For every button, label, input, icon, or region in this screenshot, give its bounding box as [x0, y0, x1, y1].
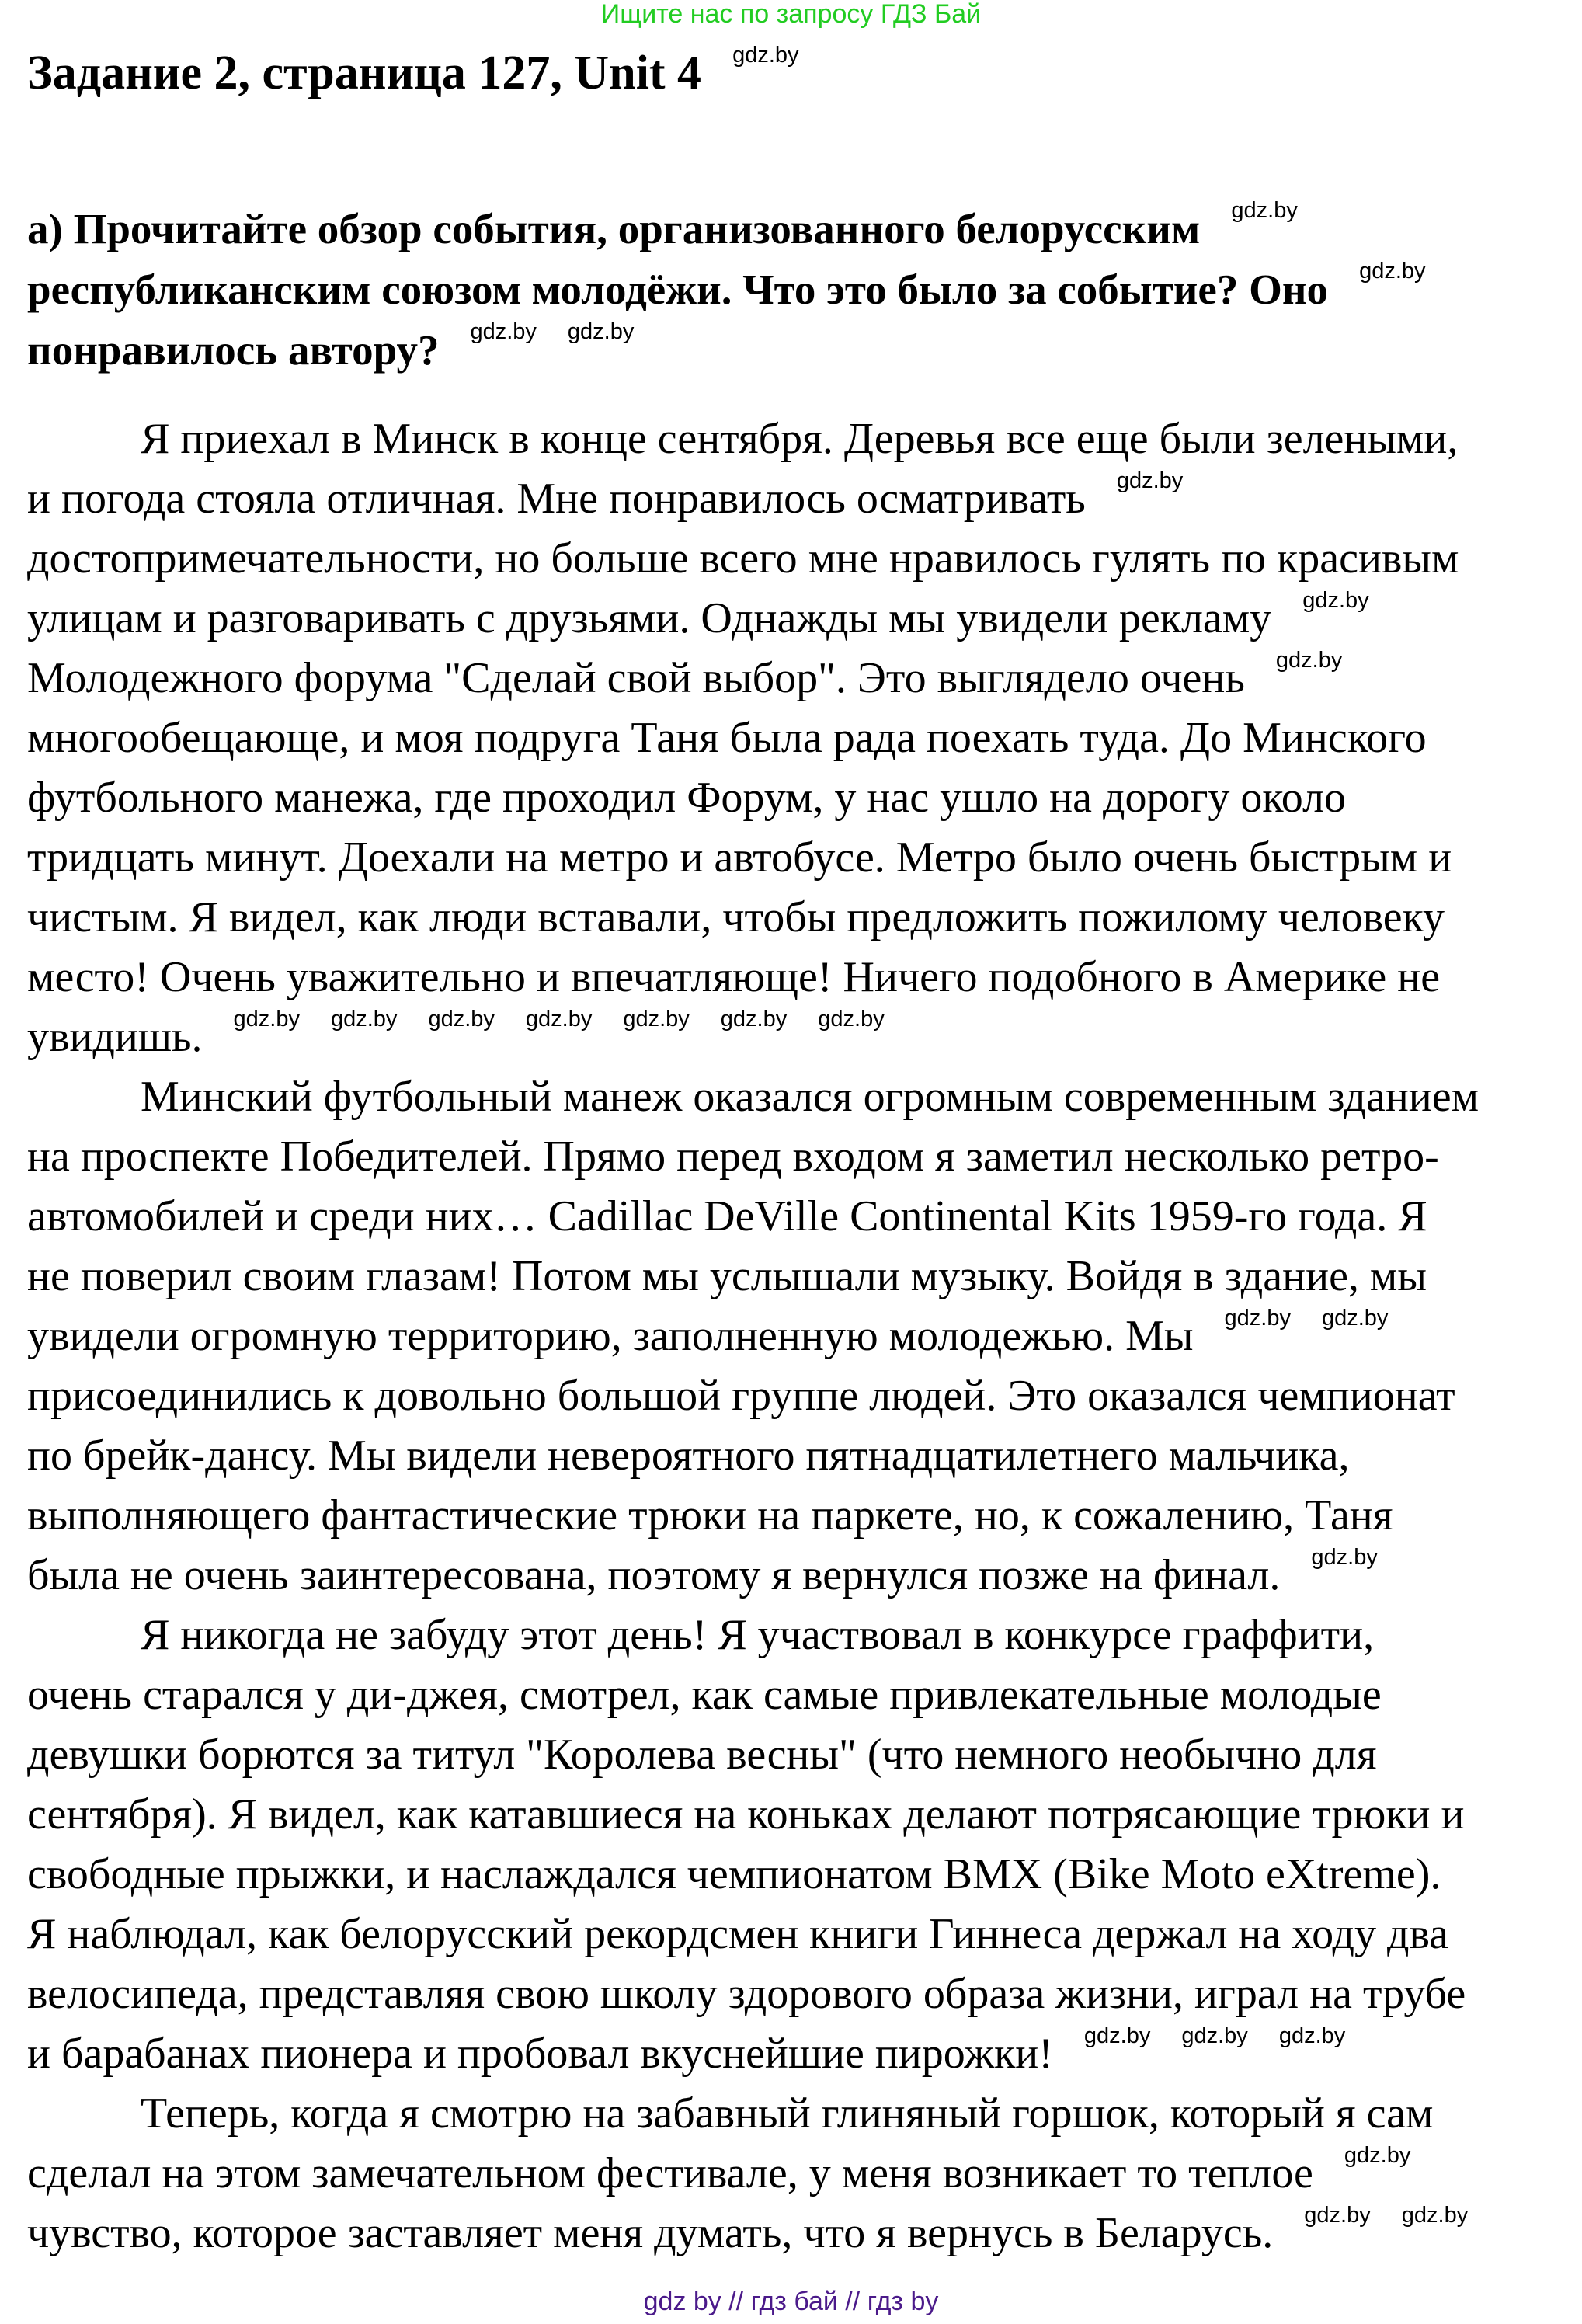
page-title: Задание 2, страница 127, Unit 4 [27, 47, 702, 99]
watermark: gdz.by [1275, 648, 1343, 673]
watermark: gdz.by [567, 319, 635, 344]
question-line: понравилось автору? [27, 326, 440, 374]
paragraph-2-line-row [27, 1067, 1479, 1127]
watermark: gdz.by [1302, 588, 1369, 613]
paragraph-3-line-row [27, 1785, 1479, 1845]
paragraph-1-line: футбольного манежа, где проходил Форум, у нас ушло на дорогу около [27, 774, 1346, 822]
paragraph-2-line-row [27, 1306, 1479, 1366]
watermark: gdz.by [1181, 2023, 1248, 2048]
paragraph-3-line-row [27, 1964, 1479, 2024]
paragraph-1-line: Молодежного форума "Сделай свой выбор". Это выглядело очень [27, 654, 1245, 702]
page-title-row [27, 43, 799, 103]
paragraph-4-line-row [27, 2144, 1479, 2204]
paragraph-1-line-row [27, 529, 1479, 589]
paragraph-1-line-row [27, 888, 1479, 948]
paragraph-1-line: увидишь. [27, 1013, 203, 1061]
watermark: gdz.by [623, 1007, 690, 1032]
paragraph-2-line: Минский футбольный манеж оказался огромным современным зданием [141, 1073, 1479, 1121]
paragraph-3-line-row [27, 2024, 1479, 2084]
paragraph-3-line-row [27, 1905, 1479, 1964]
paragraph-4-line: Теперь, когда я смотрю на забавный глиняный горшок, который я сам [141, 2089, 1434, 2138]
paragraph-1-line-row [27, 469, 1479, 529]
paragraph-2-line-row [27, 1486, 1479, 1546]
paragraph-2-line: была не очень заинтересована, поэтому я вернулся позже на финал. [27, 1551, 1281, 1599]
paragraph-3-line: свободные прыжки, и наслаждался чемпионатом BMX (Bike Moto eXtreme). [27, 1850, 1441, 1898]
question-line-row [27, 259, 1426, 320]
watermark: gdz.by [732, 43, 799, 68]
paragraph-1-line-row [27, 649, 1479, 708]
watermark: gdz.by [1304, 2203, 1371, 2228]
task-question [27, 199, 1426, 381]
paragraph-1-line: многообещающе, и моя подруга Таня была рада поехать туда. До Минского [27, 714, 1427, 762]
paragraph-2-line: на проспекте Победителей. Прямо перед входом я заметил несколько ретро- [27, 1132, 1439, 1181]
paragraph-2-line: не поверил своим глазам! Потом мы услышали музыку. Войдя в здание, мы [27, 1252, 1427, 1300]
paragraph-3-line: велосипеда, представляя свою школу здорового образа жизни, играл на трубе [27, 1970, 1466, 2018]
paragraph-2-line: увидели огромную территорию, заполненную молодежью. Мы [27, 1312, 1194, 1360]
paragraph-3-line: очень старался у ди-джея, смотрел, как самые привлекательные молодые [27, 1671, 1382, 1719]
paragraph-1-line-row [27, 589, 1479, 649]
paragraph-2-line-row [27, 1426, 1479, 1486]
paragraph-2-line: выполняющего фантастические трюки на паркете, но, к сожалению, Таня [27, 1491, 1393, 1539]
watermark: gdz.by [330, 1007, 398, 1032]
watermark: gdz.by [1321, 1306, 1389, 1331]
watermark: gdz.by [1344, 2143, 1411, 2168]
paragraph-2-line-row [27, 1187, 1479, 1247]
paragraph-1-line-row [27, 828, 1479, 888]
paragraph-2-line: автомобилей и среди них… Cadillac DeVille Continental Kits 1959-го года. Я [27, 1192, 1427, 1240]
watermark: gdz.by [818, 1007, 885, 1032]
watermark: gdz.by [1311, 1545, 1378, 1570]
paragraph-4-line: чувство, которое заставляет меня думать, что я вернусь в Беларусь. [27, 2209, 1274, 2257]
watermark: gdz.by [1401, 2203, 1469, 2228]
question-line-row [27, 199, 1426, 259]
top-banner-link[interactable]: Ищите нас по запросу ГДЗ Бай [600, 0, 982, 29]
paragraph-1-line-row [27, 948, 1479, 1007]
paragraph-4-line-row [27, 2204, 1479, 2263]
watermark: gdz.by [470, 319, 537, 344]
paragraph-3-line: сентября). Я видел, как катавшиеся на коньках делают потрясающие трюки и [27, 1790, 1465, 1839]
watermark: gdz.by [1359, 259, 1426, 284]
question-line-row [27, 320, 1426, 381]
paragraph-2-line-row [27, 1366, 1479, 1426]
paragraph-1-line: улицам и разговаривать с друзьями. Однажды мы увидели рекламу [27, 594, 1272, 642]
paragraph-1-line-row [27, 768, 1479, 828]
paragraph-1-line: место! Очень уважительно и впечатляюще! Ничего подобного в Америке не [27, 953, 1441, 1001]
watermark: gdz.by [1224, 1306, 1291, 1331]
watermark: gdz.by [720, 1007, 788, 1032]
paragraph-3-line: девушки борются за титул "Королева весны" (что немного необычно для [27, 1731, 1377, 1779]
paragraph-3-line: Я никогда не забуду этот день! Я участвовал в конкурсе граффити, [141, 1611, 1375, 1659]
paragraph-3-line-row [27, 1725, 1479, 1785]
answer-text [27, 409, 1479, 2263]
paragraph-3-line-row [27, 1665, 1479, 1725]
paragraph-1-line: тридцать минут. Доехали на метро и автобусе. Метро было очень быстрым и [27, 833, 1452, 882]
paragraph-1-line-row [27, 708, 1479, 768]
paragraph-2-line-row [27, 1127, 1479, 1187]
question-line: республиканским союзом молодёжи. Что это было за событие? Оно [27, 266, 1329, 313]
bottom-banner-link[interactable]: gdz by // гдз бай // гдз by [643, 2287, 939, 2316]
paragraph-1-line: и погода стояла отличная. Мне понравилось осматривать [27, 475, 1086, 523]
paragraph-1-line: Я приехал в Минск в конце сентября. Деревья все еще были зелеными, [141, 415, 1459, 463]
watermark: gdz.by [525, 1007, 593, 1032]
watermark: gdz.by [1278, 2023, 1346, 2048]
paragraph-3-line: Я наблюдал, как белорусский рекордсмен книги Гиннеса держал на ходу два [27, 1910, 1449, 1958]
paragraph-4-line: сделал на этом замечательном фестивале, у меня возникает то теплое [27, 2149, 1313, 2197]
paragraph-1-line: чистым. Я видел, как люди вставали, чтобы предложить пожилому человеку [27, 893, 1445, 941]
watermark: gdz.by [1116, 468, 1184, 493]
paragraph-2-line: по брейк-дансу. Мы видели невероятного пятнадцатилетнего мальчика, [27, 1432, 1350, 1480]
paragraph-1-line: достопримечательности, но больше всего мне нравилось гулять по красивым [27, 534, 1459, 583]
paragraph-3-line-row [27, 1845, 1479, 1905]
paragraph-1-line-row [27, 1007, 1479, 1067]
watermark: gdz.by [1231, 198, 1298, 223]
question-line: а) Прочитайте обзор события, организованного белорусским [27, 205, 1201, 252]
paragraph-4-line-row [27, 2084, 1479, 2144]
watermark: gdz.by [233, 1007, 300, 1032]
paragraph-2-line: присоединились к довольно большой группе людей. Это оказался чемпионат [27, 1372, 1455, 1420]
watermark: gdz.by [1083, 2023, 1151, 2048]
paragraph-3-line-row [27, 1606, 1479, 1665]
paragraph-3-line: и барабанах пионера и пробовал вкуснейшие пирожки! [27, 2030, 1053, 2078]
paragraph-2-line-row [27, 1546, 1479, 1606]
watermark: gdz.by [428, 1007, 495, 1032]
paragraph-2-line-row [27, 1247, 1479, 1306]
paragraph-1-line-row [27, 409, 1479, 469]
